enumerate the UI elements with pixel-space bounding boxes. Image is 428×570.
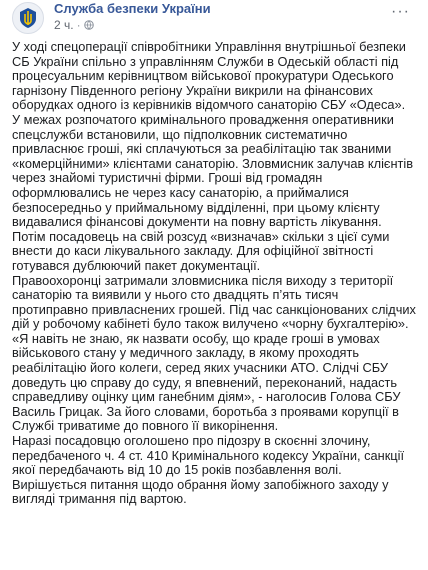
post-body xyxy=(8,40,420,507)
page-name-link[interactable]: Служба безпеки України xyxy=(54,1,211,16)
post-paragraph: «Я навіть не знаю, як назвати особу, що краде гроші в умовах військового стану у медичного закладу, в якому проходять реабілітацію його колеги, серед яких учасники АТО. Слідчі СБУ доведуть цю справу до суду, я впевнений, переконаний, надасть справедливу оцінку цим ганебним діям», - наголосив Голова СБУ Василь Грицак. За його словами, боротьба з проявами корупції в Службі триватиме до повного її викорінення. xyxy=(12,330,401,434)
post-meta xyxy=(54,18,94,32)
meta-separator: · xyxy=(76,18,81,32)
post-header xyxy=(8,0,420,40)
post-paragraph: У межах розпочатого кримінального провадження оперативники спецслужби встановили, що підполковник систематично привласнює гроші, які сплачуються за реабілітацію так званими «комерційними» клієнтами санаторію. Зловмисник залучав клієнтів через знайомі туристичні фірми. Гроші від громадян оформлювались не через касу санаторію, а приймалися безпосередньо у приймальному відділенні, при цьому клієнту видавалися фінансові документи на повну вартість лікування. Потім посадовець на свій розсуд «визначав» скільки з цієї суми внести до каси лікувального закладу. Для офіційної звітності готувався дублюючий пакет документації. xyxy=(12,111,414,273)
more-options-icon[interactable]: ··· xyxy=(391,3,410,20)
sbu-emblem-icon xyxy=(16,6,40,30)
post-timestamp[interactable]: 2 ч. xyxy=(54,18,74,32)
globe-icon[interactable] xyxy=(84,20,94,30)
avatar[interactable] xyxy=(12,2,44,34)
post-paragraph: У ході спецоперації співробітники Управління внутрішньої безпеки СБ України спільно з управлінням Служби в Одеській області під процесуальним керівництвом військової прокуратури Одеського гарнізону Південного регіону України викрили на фінансових оборудках одного із керівників відомчого санаторію СБУ «Одеса». xyxy=(12,39,406,113)
post-paragraph: Правоохоронці затримали зловмисника після виходу з території санаторію та виявили у нього сто двадцять п’ять тисяч протиправно привласнених грошей. Під час санкціонованих слідчих дій у робочому кабінеті було також вилучено «чорну бухгалтерію». xyxy=(12,272,416,332)
post-paragraph: Наразі посадовцю оголошено про підозру в скоєнні злочину, передбаченого ч. 4 ст. 410 Кримінального кодексу України, санкції якої передбачають від 10 до 15 років позбавлення волі. Вирішується питання щодо обрання йому запобіжного заходу у вигляді тримання під вартою. xyxy=(12,433,405,507)
